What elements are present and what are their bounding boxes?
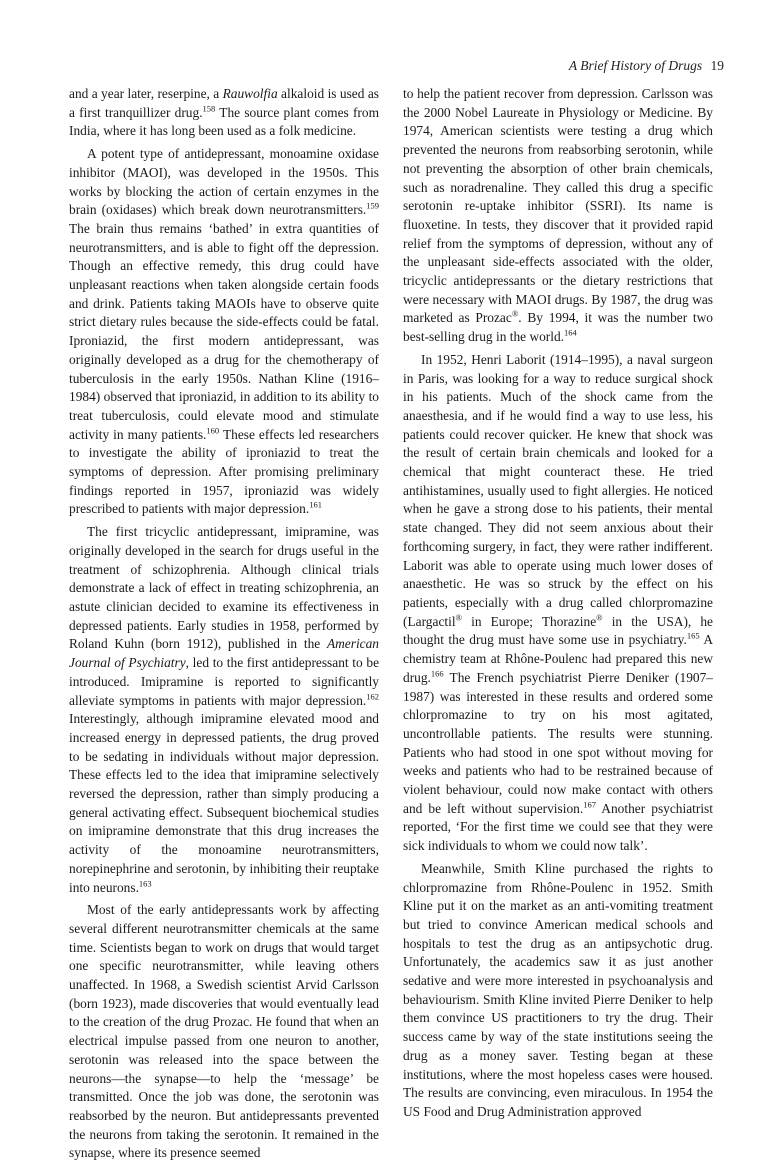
registered-mark: ®	[596, 612, 603, 623]
footnote-ref: 158	[202, 103, 216, 114]
book-title: A Brief History of Drugs	[568, 58, 703, 73]
footnote-ref: 164	[564, 327, 577, 338]
footnote-ref: 167	[583, 799, 596, 810]
left-column	[69, 85, 379, 1167]
registered-mark: ®	[455, 612, 463, 623]
paragraph: and a year later, reserpine, a Rauwolfia alkaloid is used as a first tranquillizer drug.$^{158}$ The source plant comes from India, where it has long been used as a folk medicine.	[69, 86, 379, 139]
footnote-ref: 159	[366, 200, 379, 211]
right-column	[403, 85, 713, 1126]
footnote-ref: 160	[206, 425, 220, 436]
paragraph: Meanwhile, Smith Kline purchased the rights to chlorpromazine from Rhône-Poulenc in 1952. Smith Kline put it on the market as an anti-vomiting treatment but tried to convince American medical schools and hospitals to test the drug as an antipsychotic drug. Unfortunately, the academics saw it as just another sedative and were more interested in psychoanalysis and behaviourism. Smith Kline invited Pierre Deniker to help them convince US practitioners to try the drug. Their success came by way of the state institutions seeing the drug as a money saver. Testing began at these institutions, where the most hopeless cases were housed. The results are convincing, even miraculous. In 1954 the US Food and Drug Administration approved	[403, 860, 713, 1119]
paragraph: In 1952, Henri Laborit (1914–1995), a naval surgeon in Paris, was looking for a way to reduce surgical shock in his patients. Much of the shock came from the anaesthesia, and if he would find a way to use less, his patients could recover quicker. He knew that shock was the result of certain brain chemicals and looked for a chemical that might counteract these. He tried antihistamines, usually used to fight allergies. He noticed when he gave a strong dose to his patients, their mental state changed. They did not seem anxious about their forthcoming surgery, in fact, they were rather indifferent. Laborit was able to operate using much lower doses of anaesthetic. He was so struck by the effect on his patients, especially with a drug called chlorpromazine (Largactil® in Europe; Thorazine® in the USA), he thought the drug must have some use in psychiatry.$^{165}$ A chemistry team at Rhône-Poulenc had prepared this new drug.$^{166}$ The French psychiatrist Pierre Deniker (1907–1987) was interested in these results and ordered some chlorpromazine to try on his most agitated, uncontrollable patients. The results were stunning. Patients who had stood in one spot without moving for weeks and patients who had to be restrained because of violent behaviour, could now make contact with others and be left without supervision.$^{167}$ Another psychiatrist reported, ‘For the first time we could see that they were sick individuals to whom we could now talk’.	[403, 351, 713, 854]
footnote-ref: 162	[366, 691, 379, 702]
page-number: 19	[710, 58, 724, 73]
paragraph: Most of the early antidepressants work by affecting several different neurotransmitter chemicals at the same time. Scientists began to work on drugs that would target one specific neurotransmitter, while leaving others unaffected. In 1968, a Swedish scientist Arvid Carlsson (born 1923), made discoveries that would eventually lead to the creation of the drug Prozac. He found that when an electrical impulse passed from one neuron to another, serotonin was released into the space between the neurons—the synapse—to help the ‘message’ be transmitted. Once the job was done, the serotonin was reabsorbed by the neuron. But antidepressants prevented the neurons from taking the serotonin. It remained in the synapse, where its presence seemed	[69, 902, 379, 1161]
footnote-ref: 163	[138, 878, 152, 889]
paragraph: The first tricyclic antidepressant, imipramine, was originally developed in the search for drugs useful in the treatment of schizophrenia. Although clinical trials demonstrate a lack of effect in treating schizophrenia, an astute clinician decided to examine its effectiveness in depressed patients. Early studies in 1958, performed by Roland Kuhn (born 1912), published in the American Journal of Psychiatry, led to the first antidepressant to be introduced. Imipramine is reported to significantly alleviate symptoms in patients with major depression.$^{162}$ Interestingly, although imipramine elevated mood and increased energy in depressed patients, the drug proved to be sedating in individuals without major depression. These effects led to the idea that imipramine selectively reversed the depression, rather than simply producing a general activating effect. Subsequent biochemical studies on imipramine demonstrate that this drug increases the activity of the monoamine neurotransmitters, norepinephrine and serotonin, by inhibiting their reuptake into neurons.$^{163}$	[69, 524, 380, 895]
paragraph: A potent type of antidepressant, monoamine oxidase inhibitor (MAOI), was developed in the 1950s. This works by blocking the action of certain enzymes in the brain (oxidases) which break down neurotransmitters.$^{159}$ The brain thus remains ‘bathed’ in extra quantities of neurotransmitters, and is able to fight off the depression. Though an effective remedy, this drug could have unpleasant reactions when taken alongside certain foods and drink. Patients taking MAOIs have to observe quite strict dietary rules because the side-effects could be fatal. Iproniazid, the first modern antidepressant, was originally developed as a drug for the chemotherapy of tuberculosis in the early 1950s. Nathan Kline (1916–1984) observed that iproniazid, in addition to its ability to treat tuberculosis, could elevate mood and stimulate activity in many patients.$^{160}$ These effects led researchers to investigate the ability of iproniazid to treat the symptoms of depression. After promising preliminary findings reported in 1957, iproniazid was widely prescribed to patients with major depression.$^{161}$	[69, 146, 379, 517]
paragraph: to help the patient recover from depression. Carlsson was the 2000 Nobel Laureate in Physiology or Medicine. By 1974, American scientists were testing a drug which prevented the neurons from reabsorbing serotonin, while not preventing the absorption of other brain chemicals, such as noradrenaline. They called this drug a specific serotonin re-uptake inhibitor (SSRI). Its name is fluoxetine. In tests, they discover that it provided rapid relief from the symptoms of depression, without any of the unpleasant side-effects associated with the older, tricyclic antidepressants or the dietary restrictions that were necessary with MAOI drugs. By 1987, the drug was marketed as Prozac®. By 1994, it was the number two best-selling drug in the world.$^{164}$	[403, 86, 713, 345]
running-header	[569, 58, 724, 74]
footnote-ref: 161	[309, 500, 322, 510]
footnote-ref: 166	[430, 668, 444, 679]
registered-mark: ®	[511, 308, 519, 319]
footnote-ref: 165	[686, 630, 700, 641]
